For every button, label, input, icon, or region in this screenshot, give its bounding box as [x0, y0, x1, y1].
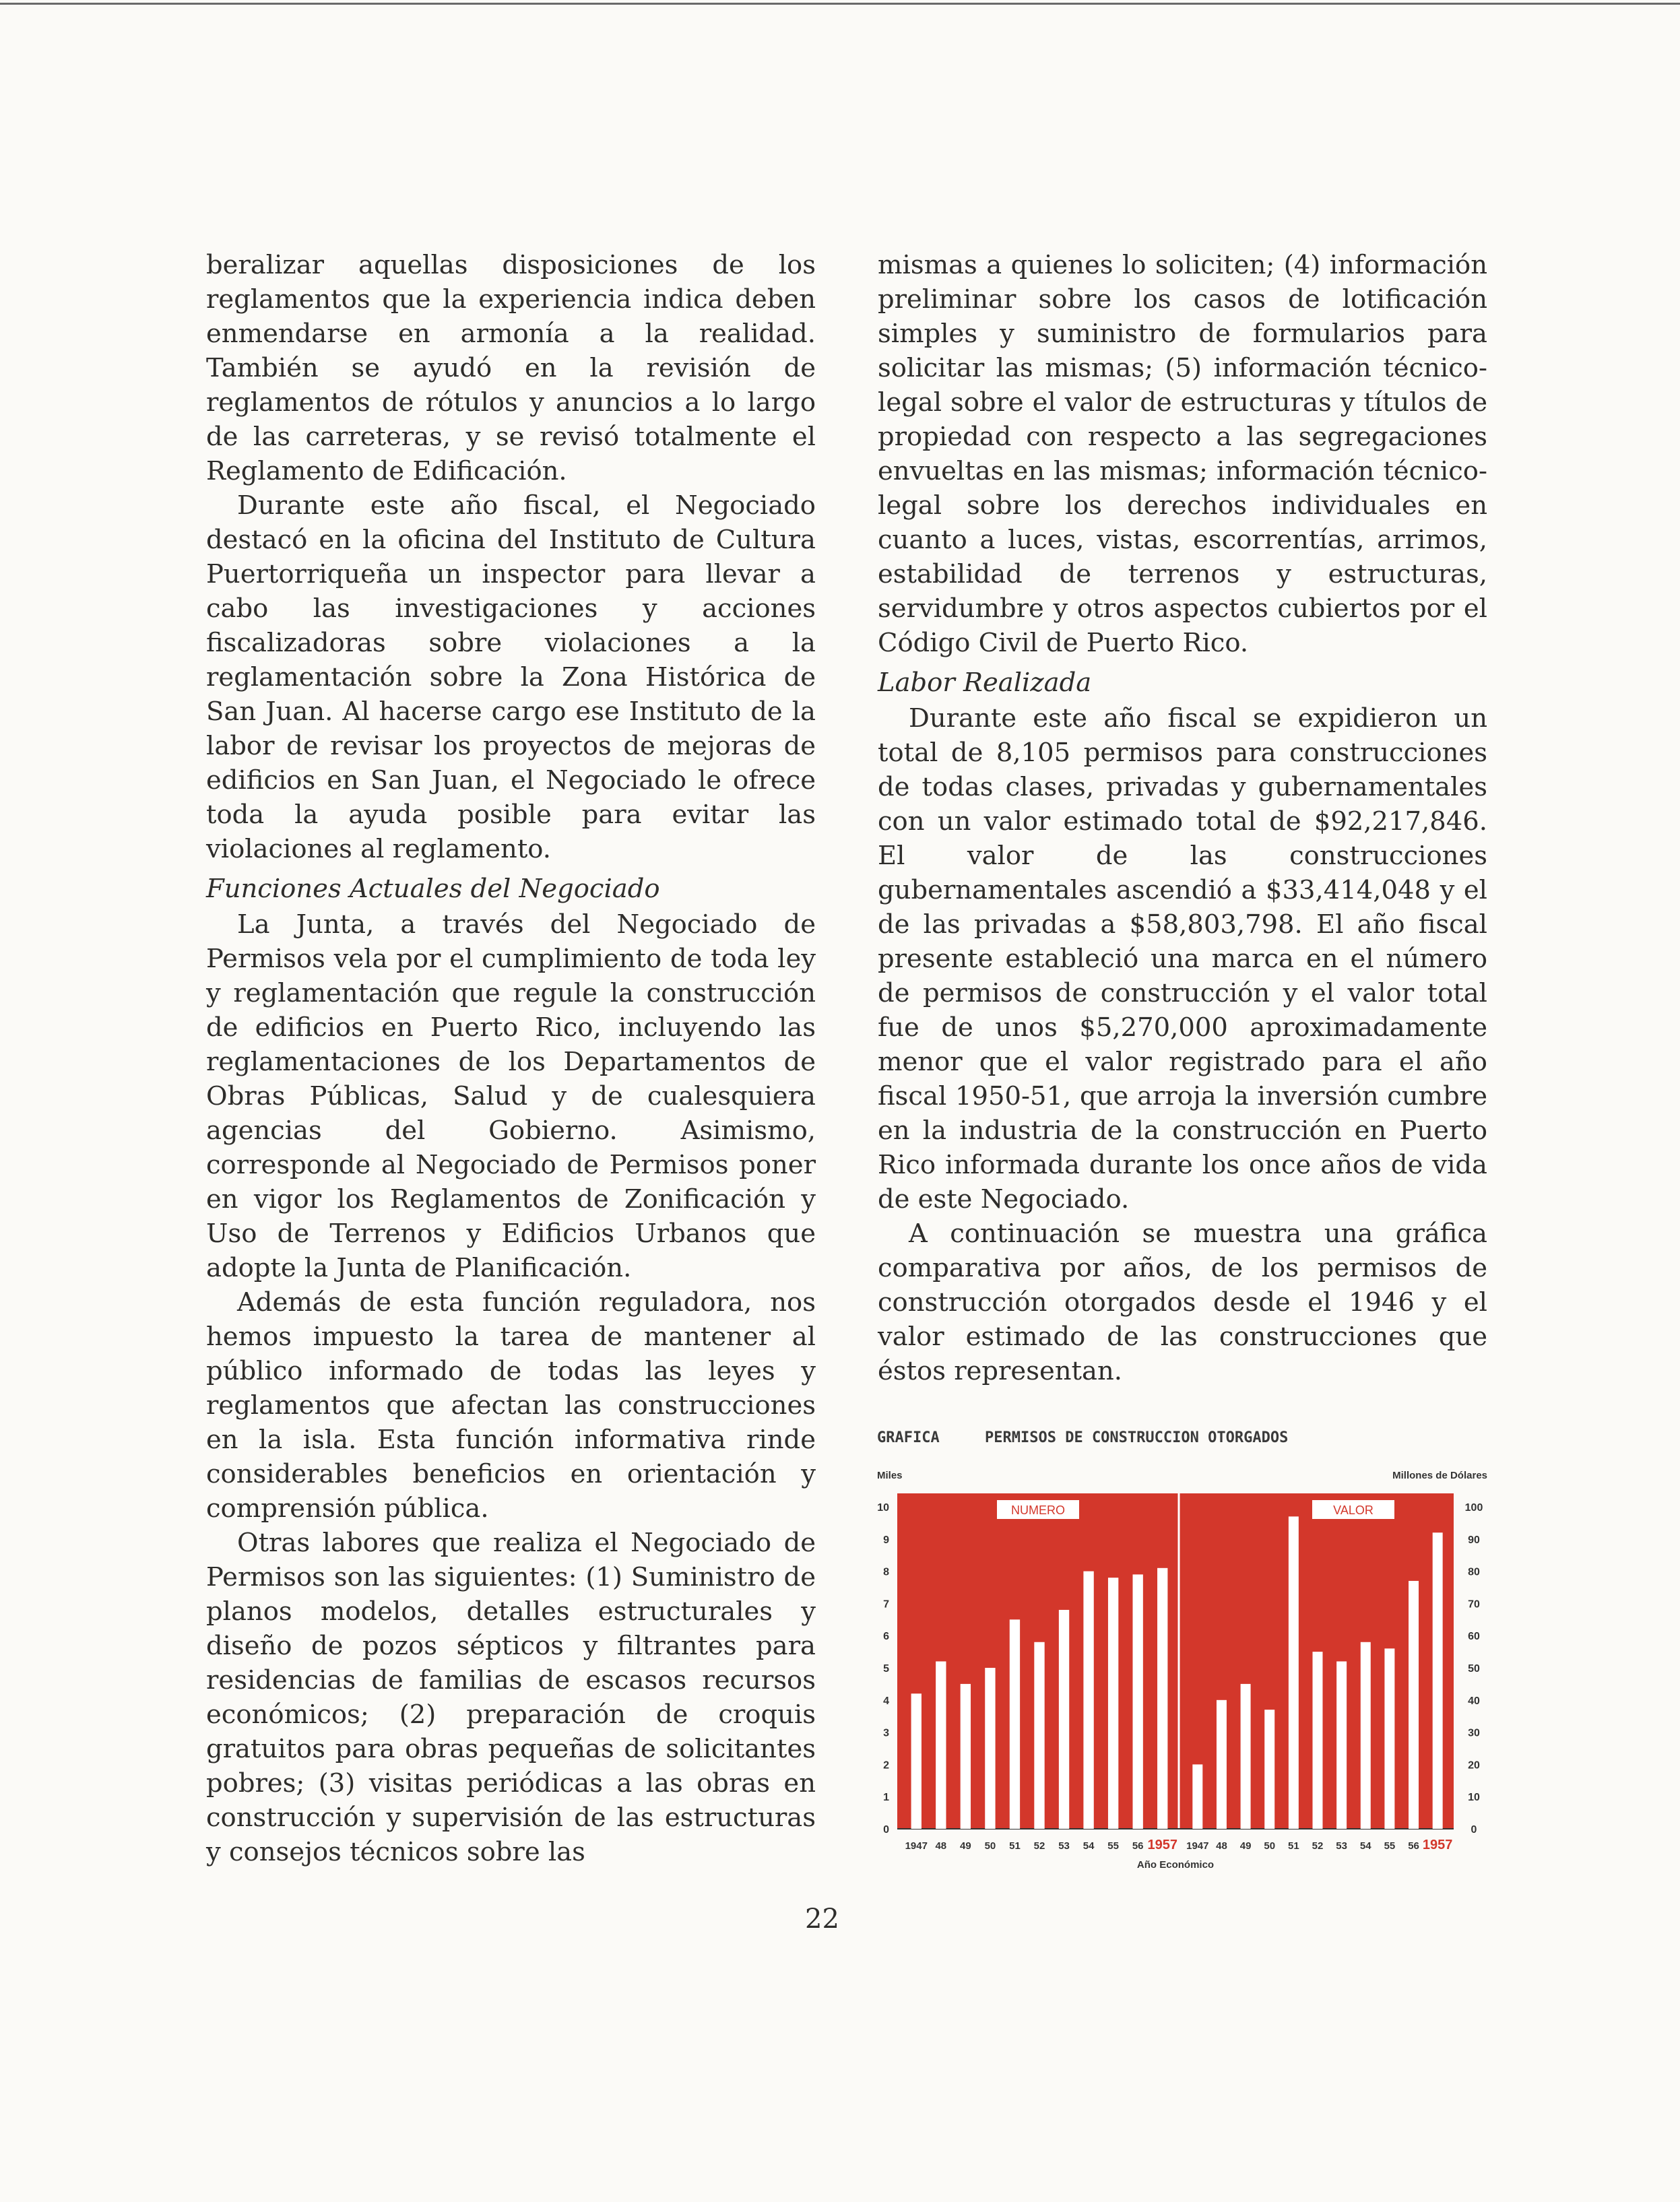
permits-chart [869, 1465, 1495, 1896]
x-tick-label: 51 [1288, 1840, 1299, 1852]
paragraph: A continuación se muestra una gráfica comparativa por años, de los permisos de construcción otorgados desde el 1946 y el valor estimado de las construcciones que éstos representan. [878, 1219, 1487, 1386]
left-column [206, 248, 816, 1869]
left-tick-label: 6 [883, 1631, 889, 1643]
x-tick-label: 53 [1336, 1840, 1347, 1852]
bar-numero [1034, 1642, 1044, 1829]
right-tick-label: 10 [1468, 1792, 1480, 1804]
x-tick-label: 48 [1216, 1840, 1227, 1852]
bar-valor [1313, 1652, 1323, 1829]
bar-valor [1409, 1581, 1419, 1829]
left-tick-label: 9 [883, 1534, 889, 1546]
right-tick-label: 60 [1468, 1631, 1480, 1643]
x-tick-label: 1947 [1186, 1840, 1209, 1852]
x-tick-label: 1947 [905, 1840, 928, 1852]
bar-numero [1133, 1574, 1143, 1829]
left-tick-label: 7 [883, 1598, 889, 1611]
x-tick-label: 56 [1132, 1840, 1144, 1852]
x-axis-label: Año Económico [1136, 1859, 1215, 1871]
x-tick-label: 54 [1359, 1840, 1371, 1852]
x-tick-label: 51 [1009, 1840, 1021, 1852]
x-tick-label: 49 [1239, 1840, 1252, 1852]
left-tick-label: 4 [883, 1695, 889, 1707]
paragraph: Otras labores que realiza el Negociado de Permisos son las siguientes: (1) Suministro de planos modelos, detalles estructurales y diseño de pozos sépticos y filtrantes para residencias de familias de escasos recursos económicos; (2) preparación de croquis gratuitos para obras pequeñas de solicitantes pobres; (3) visitas periódicas a las obras en construcción y supervisión de las estructuras y consejos técnicos sobre las [206, 1528, 816, 1867]
x-tick-label: 1957 [1422, 1838, 1453, 1852]
x-tick-label: 54 [1083, 1840, 1095, 1852]
bar-valor [1384, 1648, 1394, 1829]
x-tick-label: 1957 [1147, 1838, 1177, 1852]
x-tick-label: 52 [1312, 1840, 1324, 1852]
bar-valor [1217, 1700, 1227, 1829]
chart-title: PERMISOS DE CONSTRUCCION OTORGADOS [985, 1429, 1289, 1446]
right-tick-label: 0 [1471, 1824, 1477, 1836]
paragraph: Durante este año fiscal se expidieron un total de 8,105 permisos para construcciones de todas clases, privadas y gubernamentales con un valor estimado total de $92,217,846. El valor de las construcciones gubernamentales ascendió a $33,414,048 y el de las privadas a $58,803,798. El año fiscal presente estableció una marca en el número de permisos de construcción y el valor total fue de unos $5,270,000 aproximadamente menor que el valor registrado para el año fiscal 1950-51, que arroja la inversión cumbre en la industria de la construcción en Puerto Rico informada durante los once años de vida de este Negociado. [878, 703, 1487, 1215]
paragraph: Durante este año fiscal, el Negociado destacó en la oficina del Instituto de Cultura Puertorriqueña un inspector para llevar a cabo las investigaciones y acciones fiscalizadoras sobre violaciones a la reglamentación sobre la Zona Histórica de San Juan. Al hacerse cargo ese Instituto de la labor de revisar los proyectos de mejoras de edificios en San Juan, el Negociado le ofrece toda la ayuda posible para evitar las violaciones al reglamento. [206, 490, 816, 864]
paragraph: beralizar aquellas disposiciones de los reglamentos que la experiencia indica deben enmendarse en armonía a la realidad. También se ayudó en la revisión de reglamentos de rótulos y anuncios a lo largo de las carreteras, y se revisó totalmente el Reglamento de Edificación. [206, 250, 816, 486]
right-tick-label: 80 [1468, 1566, 1480, 1578]
bar-numero [936, 1661, 946, 1829]
right-tick-label: 30 [1468, 1727, 1480, 1739]
paragraph: La Junta, a través del Negociado de Permisos vela por el cumplimiento de toda ley y reglamentación que regule la construcción de edificios en Puerto Rico, incluyendo las reglamentaciones de los Departamentos de Obras Públicas, Salud y de cualesquiera agencias del Gobierno. Asimismo, corresponde al Negociado de Permisos poner en vigor los Reglamentos de Zonificación y Uso de Terrenos y Edificios Urbanos que adopte la Junta de Planificación. [206, 909, 816, 1283]
bar-numero [911, 1693, 922, 1829]
left-tick-label: 5 [883, 1663, 889, 1675]
top-rule [0, 3, 1680, 5]
bar-valor [1433, 1532, 1443, 1829]
x-tick-label: 56 [1408, 1840, 1419, 1852]
bar-valor [1192, 1764, 1202, 1829]
bar-numero [961, 1684, 971, 1829]
left-tick-label: 1 [883, 1792, 889, 1804]
bar-numero [1083, 1572, 1093, 1829]
right-tick-label: 100 [1464, 1502, 1483, 1514]
x-tick-label: 52 [1033, 1840, 1045, 1852]
page-number: 22 [805, 1904, 839, 1935]
paragraph: mismas a quienes lo soliciten; (4) información preliminar sobre los casos de lotificación simples y suministro de formularios para solicitar las mismas; (5) información técnico-legal sobre el valor de estructuras y títulos de propiedad con respecto a las segregaciones envueltas en las mismas; información técnico-legal sobre los derechos individuales en cuanto a luces, vistas, escorrentías, arrimos, estabilidad de terrenos y estructuras, servidumbre y otros aspectos cubiertos por el Código Civil de Puerto Rico. [878, 250, 1487, 658]
bar-numero [1108, 1578, 1118, 1829]
right-tick-label: 20 [1468, 1759, 1480, 1772]
right-tick-label: 40 [1468, 1695, 1480, 1707]
section-heading: Funciones Actuales del Negociado [206, 874, 660, 904]
x-tick-label: 49 [960, 1840, 971, 1852]
x-tick-label: 53 [1058, 1840, 1070, 1852]
x-tick-label: 55 [1107, 1840, 1119, 1852]
right-tick-label: 70 [1468, 1598, 1480, 1611]
bar-numero [1157, 1568, 1167, 1829]
right-tick-label: 90 [1468, 1534, 1480, 1546]
right-tick-label: 50 [1468, 1663, 1480, 1675]
left-tick-label: 2 [883, 1759, 889, 1772]
x-tick-label: 50 [984, 1840, 996, 1852]
left-tick-label: 3 [883, 1727, 889, 1739]
chart-label: GRAFICA [877, 1429, 940, 1446]
x-tick-label: 55 [1384, 1840, 1396, 1852]
bar-valor [1289, 1516, 1299, 1829]
left-tick-label: 10 [877, 1502, 889, 1514]
left-tick-label: 8 [883, 1566, 889, 1578]
bar-valor [1241, 1684, 1251, 1829]
panel-label: VALOR [1333, 1503, 1374, 1517]
bar-numero [1059, 1610, 1069, 1829]
right-axis-label: Millones de Dólares [1392, 1470, 1487, 1481]
bar-numero [1010, 1619, 1020, 1829]
paragraph: Además de esta función reguladora, nos hemos impuesto la tarea de mantener al público informado de todas las leyes y reglamentos que afectan las construcciones en la isla. Esta función informativa rinde considerables beneficios en orientación y comprensión pública. [206, 1287, 816, 1524]
section-heading: Labor Realizada [878, 668, 1092, 698]
panel-label: NUMERO [1011, 1503, 1065, 1517]
x-tick-label: 50 [1264, 1840, 1276, 1852]
x-tick-label: 48 [935, 1840, 947, 1852]
right-column [878, 248, 1487, 1388]
left-tick-label: 0 [883, 1824, 889, 1836]
bar-valor [1264, 1710, 1274, 1829]
bar-valor [1361, 1642, 1371, 1829]
bar-numero [985, 1668, 995, 1829]
bar-valor [1336, 1661, 1347, 1829]
left-axis-label: Miles [877, 1470, 903, 1481]
